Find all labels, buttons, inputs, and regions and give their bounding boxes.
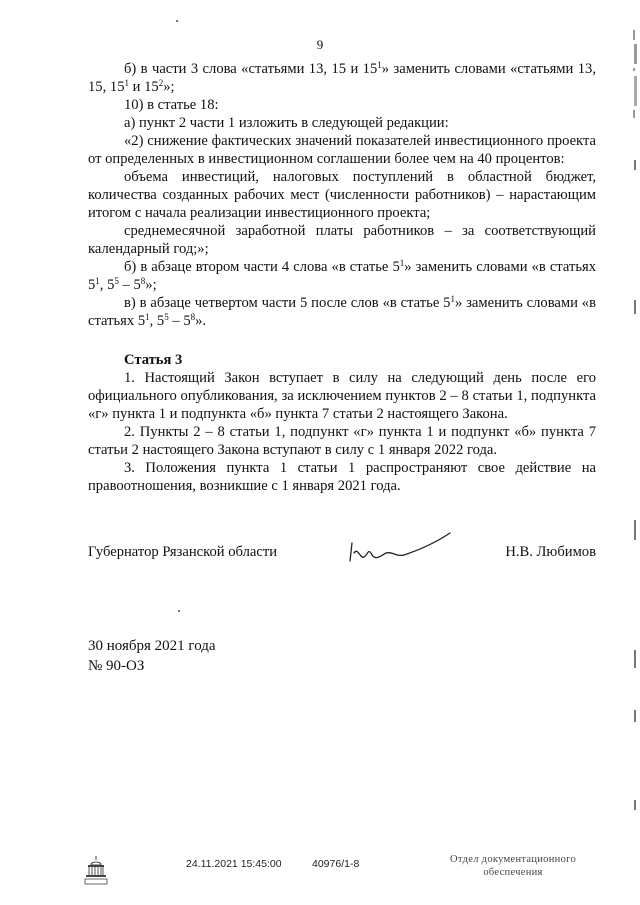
registration-number: 40976/1-8 (312, 858, 360, 870)
governor-name: Н.В. Любимов (505, 544, 596, 560)
page-number: 9 (316, 37, 324, 52)
text-fragment: б) в части 3 слова «статьями 13, 15 и 15 (124, 61, 378, 77)
article-item: 3. Положения пункта 1 статьи 1 распространяют свое действие на правоотношения, возникшие с 1 января 2021 года. (88, 460, 596, 494)
article-heading: Статья 3 (124, 352, 183, 368)
article-item: 1. Настоящий Закон вступает в силу на следующий день после его официального опубликования, за исключением пунктов 2 – 8 статьи 1, подпункта «г» пункта 1 и подпункта «б» пункта 7 статьи 2 настоящего Закона. (88, 370, 596, 422)
superscript: 1 (124, 78, 129, 88)
department-stamp-line: обеспечения (483, 867, 543, 878)
text-fragment: в) в абзаце четвертом части 5 после слов «в статье 5 (124, 295, 451, 311)
paragraph-b-part4 (88, 258, 596, 294)
text-fragment: »; (145, 277, 157, 293)
scan-mark (634, 650, 636, 668)
amendment-text (88, 60, 596, 495)
scan-mark (634, 160, 636, 170)
footer (0, 853, 640, 893)
text-fragment: – 5 (118, 277, 141, 293)
superscript: 1 (95, 276, 100, 286)
text-fragment: ». (195, 313, 207, 329)
superscript: 2 (158, 78, 164, 88)
paragraph-investments: объема инвестиций, налоговых поступлений в областной бюджет, количества созданных рабочих мест (численности работников) – нарастающим итогом с начала реализации инвестиционного проекта; (88, 169, 596, 221)
superscript: 1 (377, 60, 382, 70)
superscript: 1 (450, 294, 455, 304)
superscript: 1 (145, 312, 150, 322)
paragraph-quote-2: «2) снижение фактических значений показателей инвестиционного проекта от определенных в инвестиционном соглашении более чем на 40 процентов: (88, 133, 596, 167)
department-stamp-line: Отдел документационного (449, 854, 577, 865)
superscript: 8 (140, 276, 146, 286)
text-fragment: » заменить словами «в статьях 5 (88, 259, 596, 293)
article-item: 2. Пункты 2 – 8 статьи 1, подпункт «г» пункта 1 и подпункт «б» пункта 7 статьи 2 настоящего Закона вступают в силу с 1 января 2022 года. (88, 424, 596, 458)
scan-mark (178, 610, 180, 612)
superscript: 1 (399, 258, 405, 268)
governor-title: Губернатор Рязанской области (88, 544, 278, 560)
superscript: 5 (114, 276, 119, 286)
text-fragment: , 5 (149, 313, 165, 329)
signature-block (88, 543, 596, 573)
paragraph-article-18: 10) в статье 18: (124, 97, 219, 113)
superscript: 8 (190, 312, 196, 322)
superscript: 5 (164, 312, 169, 322)
text-fragment: б) в абзаце втором части 4 слова «в статье 5 (124, 259, 400, 275)
text-fragment: » заменить словами «статьями 13, 15, 15 (88, 61, 596, 95)
text-fragment: »; (163, 79, 175, 95)
scan-mark (176, 20, 178, 22)
scan-mark (634, 300, 636, 314)
law-date: 30 ноября 2021 года (88, 638, 216, 654)
law-number: № 90-ОЗ (88, 658, 145, 674)
text-fragment: – 5 (168, 313, 191, 329)
duma-logo-icon (82, 853, 110, 887)
date-block (88, 636, 216, 676)
scan-mark (634, 520, 636, 540)
paragraph-salary: среднемесячной заработной платы работников – за соответствующий календарный год;»; (88, 223, 596, 257)
margin-barcode (632, 30, 638, 120)
text-fragment: » заменить словами «в статьях 5 (88, 295, 596, 329)
paragraph-v-part5 (88, 294, 596, 330)
handwritten-signature (346, 531, 466, 571)
text-fragment: и 15 (128, 79, 159, 95)
paragraph-a-point2: а) пункт 2 части 1 изложить в следующей редакции: (124, 115, 449, 131)
scan-mark (634, 800, 636, 810)
scan-mark (634, 710, 636, 722)
article-3-text (88, 369, 596, 495)
text-fragment: , 5 (99, 277, 115, 293)
department-stamp (438, 853, 588, 879)
paragraph-b-part3 (88, 60, 596, 96)
registration-timestamp: 24.11.2021 15:45:00 (186, 858, 282, 870)
